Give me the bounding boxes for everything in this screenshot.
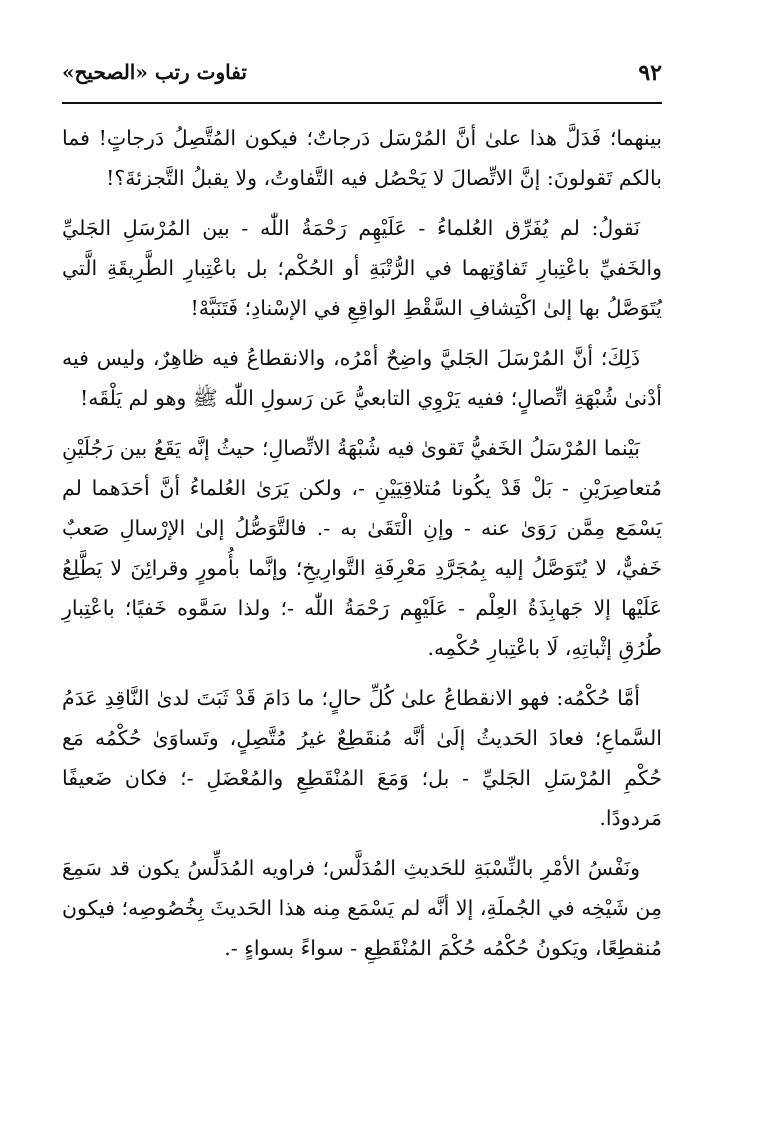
header-divider (62, 102, 662, 104)
page-header (62, 58, 662, 98)
paragraph-5: أمَّا حُكْمُه: فهو الانقطاعُ علىٰ كُلِّ حالٍ؛ ما دَامَ قَدْ ثَبَتَ لدىٰ النَّاقِدِ عَدَمُ السَّماعِ؛ فعادَ الحَديثُ إلَىٰ أنَّه مُنقَطِعٌ غيرُ مُتَّصِلٍ، وتَساوَىٰ حُكْمُه مَع حُكْمِ المُرْسَلِ الجَليِّ - بل؛ وَمَعَ المُنْقَطِعِ والمُعْضَلِ -؛ فكان ضَعيفًا مَردودًا. (62, 686, 662, 830)
paragraph-2: نَقولُ: لم يُفَرِّق العُلماءُ - عَلَيْهِم رَحْمَةُ اللّٰه - بين المُرْسَلِ الجَليِّ والخَفيِّ باعْتِبارِ تَفاوُتِهما في الرُّتْبَةِ أو الحُكْم؛ بل باعْتِبارِ الطَّرِيقَةِ الَّتي يُتَوَصَّلُ بها إلىٰ اكْتِشافِ السَّقْطِ الواقِعِ في الإسْنادِ؛ فَتَنَبَّهْ! (62, 216, 662, 320)
page-number: ٩٢ (638, 60, 662, 86)
body-text (62, 118, 662, 978)
paragraph-3: ذَلِكَ؛ أنَّ المُرْسَلَ الجَليَّ واضِحٌ أمْرُه، والانقطاعُ فيه ظاهِرٌ، وليس فيه أدْنىٰ شُبْهَةِ اتِّصالٍ؛ ففيه يَرْوِي التابعيُّ عَن رَسولِ اللّٰه ﷺ وهو لم يَلْقَه! (62, 346, 662, 410)
paragraph-4: بَيْنما المُرْسَلُ الخَفيُّ تَقوىٰ فيه شُبْهَةُ الاتِّصالِ؛ حيثُ إنَّه يَقَعُ بين رَجُلَيْنِ مُتعاصِرَيْنِ - بَلْ قَدْ يكُونا مُتلاقِيَيْنِ -، ولكن يَرَىٰ العُلماءُ أنَّ أحَدَهما لم يَسْمَع مِمَّن رَوَىٰ عنه - وإنِ الْتَقَىٰ به -. فالتَّوَصُّلُ إلىٰ الإرْسالِ صَعبٌ خَفيٌّ، لا يُتَوَصَّلُ إليه بِمُجَرَّدِ مَعْرِفَةِ التَّوارِيخِ؛ وإنَّما بأُمورٍ وقرائِنَ لا يَطَّلِعُ عَلَيْها إلا جَهابِذَةُ العِلْم - عَلَيْهِم رَحْمَةُ اللّٰه -؛ ولذا سَمَّوه خَفيًا؛ باعْتِبارِ طُرُقِ إثْباتِهِ، لَا باعْتِبارِ حُكْمِه. (62, 436, 662, 660)
paragraph-1: بينهما؛ فَدَلَّ هذا علىٰ أنَّ المُرْسَل دَرجاتٌ؛ فيكون المُتَّصِلُ دَرجاتٍ! فما بالكم تَقولونَ: إنَّ الاتِّصالَ لا يَحْصُل فيه التَّفاوتُ، ولا يقبلُ التَّجزئةَ؟! (62, 126, 662, 190)
running-title: تفاوت رتب «الصحيح» (62, 60, 247, 84)
paragraph-6: ونَفْسُ الأمْرِ بالنِّسْبَةِ للحَديثِ المُدَلَّس؛ فراويه المُدَلِّسُ يكون قد سَمِعَ مِن شَيْخِه في الجُملَةِ، إلا أنَّه لم يَسْمَع مِنه هذا الحَديثَ بِخُصُوصِه؛ فيكون مُنقطِعًا، ويَكونُ حُكْمُه حُكْمَ المُنْقَطِعِ - سواءً بسواءٍ -. (62, 856, 662, 960)
